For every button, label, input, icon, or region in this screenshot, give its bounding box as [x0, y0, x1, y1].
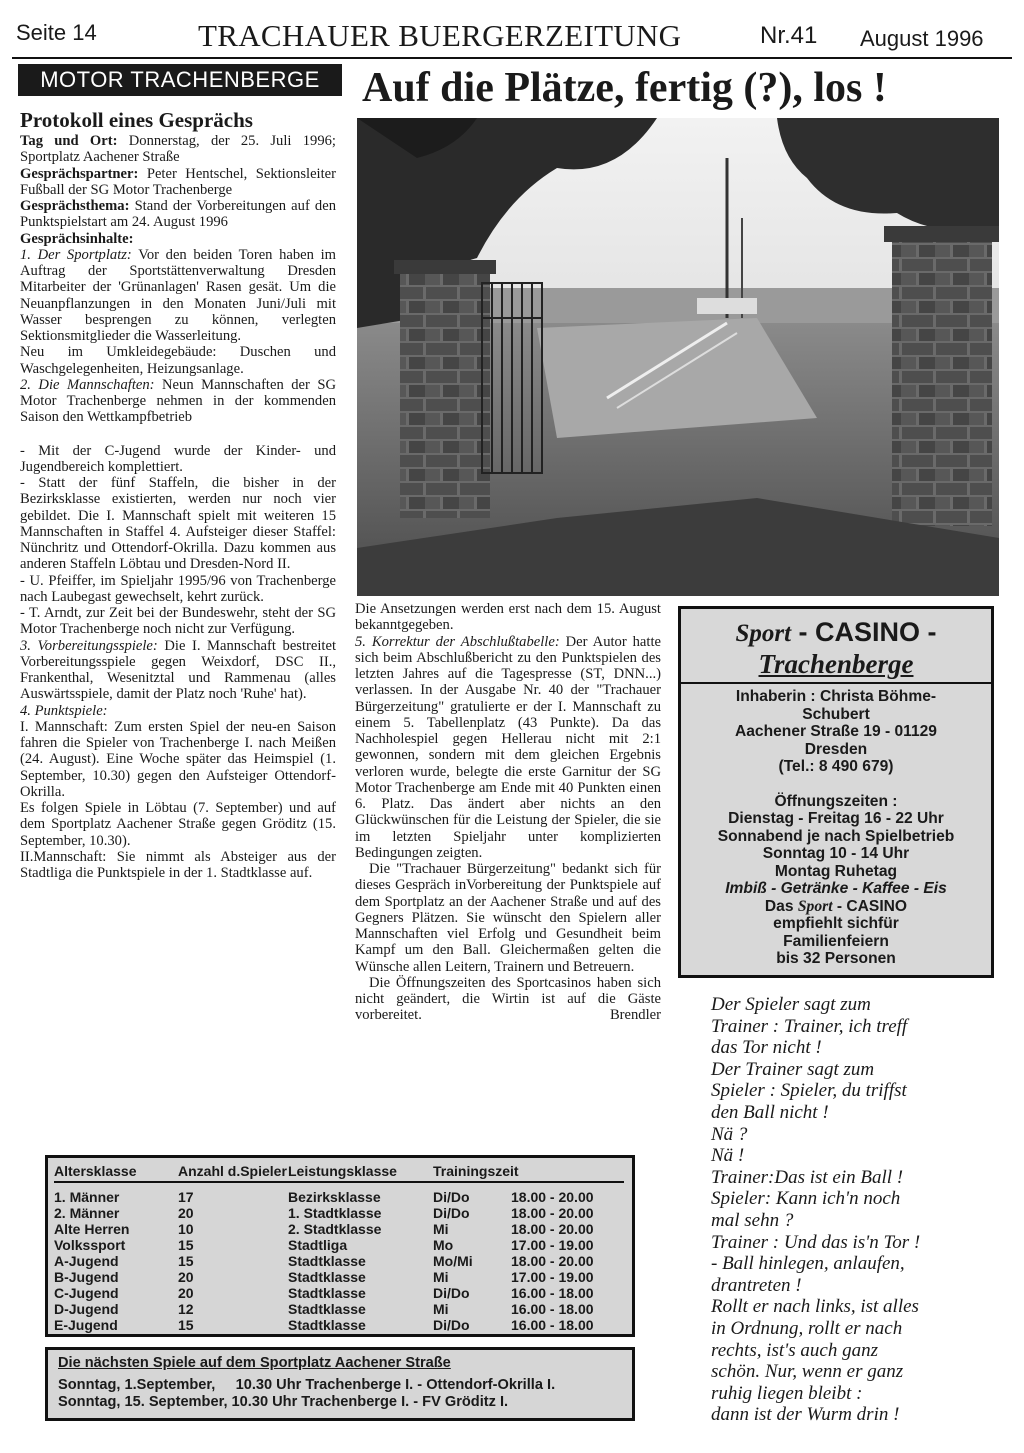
paragraph-ansetzungen: Die Ansetzungen werden erst nach dem 15. August bekanntgegeben.	[355, 601, 661, 634]
paragraph-korrektur: 5. Korrektur der Abschlußtabelle: Der Autor hatte sich beim Abschlußbericht zu den Punktspielen des letzten Jahres auf die Tagespresse (ST, DNN...) verlassen. In der Ausgabe Nr. 40 der "Trachauer Bürgerzeitung" gratulierte er der I. Mannschaft zu einem 5. Tabellenplatz (43 Punkte). Da das Nachholespiel gegen Hellerau nicht mit 2:1 gewonnen, sondern mit dem gleichen Ergebnis verloren wurde, belegte die erste Garnitur der SG Motor Trachenberge am Ende mit 40 Punkten einen 6. Platz. Das ändert aber nichts an den Glückwünschen für die Leistung der Spieler, die sie im letzten Spieljahr unter komplizierten Bedingungen zeigten.	[355, 633, 661, 861]
paragraph-vorbereitung: 3. Vorbereitungsspiele: Die I. Mannschaft bestreitet Vorbereitungsspiele gegen Weixdorf, DSC II., Frankenthal, Wesenitztal und Rammenau (alles Auswärtsspiele, damit der Platz noch 'Ruhe' hat).	[20, 637, 337, 703]
paragraph-folgespiele: Es folgen Spiele in Löbtau (7. September) und auf dem Sportplatz Aachener Straße gegen Gröditz (15. September, 10.30).	[20, 800, 336, 849]
meta-topic: Gesprächsthema: Stand der Vorbereitungen auf den Punktspielstart am 24. August 1996	[20, 198, 336, 231]
article-subtitle: Protokoll eines Gesprächs	[20, 108, 253, 132]
casino-promo-4: bis 32 Personen	[776, 950, 896, 967]
bullet-arndt: - T. Arndt, zur Zeit bei der Bundeswehr, steht der SG Motor Trachenberge noch nicht zur Verfügung.	[20, 605, 336, 638]
table-row: Alte Herren 10 2. Stadtklasse Mi 18.00 - 20.00	[54, 1221, 594, 1237]
paragraph-sportplatz: 1. Der Sportplatz: Vor den beiden Toren haben im Auftrag der Sportstättenverwaltung Dresden Mitarbeiter der 'Grünanlagen' Rasen gesät. Um die Neuanpflanzungen in den Monaten Juni/Juli mit Wasser besprengen zu können, verlegten Sektionsmitglieder die Wasserleitung.	[20, 246, 336, 344]
table-row: 1. Männer 17 Bezirksklasse Di/Do 18.00 - 20.00	[54, 1189, 594, 1205]
paragraph-mannschaften: 2. Die Mannschaften: Neun Mannschaften der SG Motor Trachenberge nehmen in der kommenden Saison den Wettkampfbetrieb	[20, 376, 336, 426]
casino-promo: Das Sport - CASINO	[764, 897, 908, 915]
section-banner: MOTOR TRACHENBERGE	[18, 64, 342, 96]
issue-date: August 1996	[860, 26, 984, 51]
table-row: E-Jugend 15 Stadtklasse Di/Do 16.00 - 18.00	[54, 1317, 594, 1333]
casino-promo-3: Familienfeiern	[783, 932, 889, 950]
casino-owner: Inhaberin : Christa Böhme-	[735, 688, 937, 705]
author-signature: Brendler	[609, 1007, 661, 1024]
paragraph-punktspiele: I. Mannschaft: Zum ersten Spiel der neu-en Saison fahren die Spieler von Trachenberge I. nach Meißen (24. August). Eine Woche später das Heimspiel (1. September, 10.30) gegen den Aufsteiger Ottendorf-Okrilla.	[20, 718, 336, 800]
meta-partner: Gesprächspartner: Peter Hentschel, Sektionsleiter Fußball der SG Motor Trachenberge	[20, 165, 336, 198]
table-row: 2. Männer 20 1. Stadtklasse Di/Do 18.00 - 20.00	[54, 1205, 594, 1221]
header-rule	[12, 57, 1012, 59]
paragraph-punktspiele-label: 4. Punktspiele:	[20, 702, 108, 719]
training-schedule-table	[45, 1155, 635, 1337]
next-games-title: Die nächsten Spiele auf dem Sportplatz Aachener Straße	[58, 1355, 451, 1371]
bullet-pfeiffer: - U. Pfeiffer, im Spieljahr 1995/96 von Trachenberge nach Laubegast gewechselt, kehrt zurück.	[20, 572, 336, 605]
casino-advertisement	[678, 606, 994, 978]
paragraph-dank: Die "Trachauer Bürgerzeitung" bedankt sich für dieses Gespräch inVorbereitung der Punktspiele auf dem Sportplatz an der Aachener Straße und auf des Gegners Plätzen. Sie wünscht den Spielern aller Mannschaften viel Erfolg und Gesundheit beim Kampf um den Ball. Gleichermaßen gelten die Wünsche allen Leitern, Trainern und Betreuern.	[355, 861, 661, 975]
table-row: Volkssport 15 Stadtliga Mo 17.00 - 19.00	[54, 1237, 594, 1253]
article-column-1	[20, 108, 336, 881]
headline: Auf die Plätze, fertig (?), los !	[362, 65, 887, 111]
table-row: C-Jugend 20 Stadtklasse Di/Do 16.00 - 18.00	[54, 1285, 594, 1301]
table-header-row: Altersklasse Anzahl d.Spieler Leistungsklasse Trainingszeit	[54, 1160, 624, 1182]
page-number: Seite 14	[16, 20, 97, 45]
casino-offer: Imbiß - Getränke - Kaffee - Eis	[725, 880, 947, 897]
meta-contents: Gesprächsinhalte:	[20, 230, 134, 247]
casino-divider	[681, 682, 991, 684]
football-joke: Der Spieler sagt zum Trainer : Trainer, ich treff das Tor nicht ! Der Trainer sagt zum Spieler : Spieler, du triffst den Ball nicht ! Nä ? Nä ! Trainer:Das ist ein Ball ! Spieler: Kann ich'n noch mal sehn ? Trainer : Und das is'n Tor ! - Ball hinlegen, anlaufen, drantreten ! Rollt er nach links, ist alles in Ordnung, rollt er nach rechts, ist's auch ganz schön. Nur, wenn er ganz ruhig liegen bleibt : dann ist der Wurm drin !	[711, 994, 921, 1426]
next-game-2: Sonntag, 15. September, 10.30 Uhr Trachenberge I. - FV Gröditz I.	[58, 1394, 509, 1410]
paragraph-umkleide: Neu im Umkleidegebäude: Duschen und Waschgelegenheiten, Heizungsanlage.	[20, 344, 336, 377]
issue-number: Nr.41	[760, 22, 818, 49]
article-column-2	[355, 601, 661, 1024]
casino-title: Sport - CASINO -	[735, 617, 937, 647]
paragraph-oeffnungszeiten: Die Öffnungszeiten des Sportcasinos haben sich nicht geändert, die Wirtin ist auf die Gäste vorbereitet. Brendler	[355, 974, 661, 1024]
bullet-staffeln: - Statt der fünf Staffeln, die bisher in der Bezirksklasse existierten, werden nur noch vier gebildet. Die I. Mannschaft spielt mit weiteren 15 Mannschaften in Staffel 4. Aufsteiger dieser Staffel: Nünchritz und Ottendorf-Okrilla. Dazu kommen aus anderen Staffeln Löbtau und Dresden-Nord II.	[20, 475, 336, 573]
next-game-1: Sonntag, 1.September, 10.30 Uhr Trachenberge I. - Ottendorf-Okrilla I.	[58, 1377, 556, 1393]
casino-promo-2: empfiehlt sichfür	[773, 915, 899, 932]
casino-hours-weekday: Dienstag - Freitag 16 - 22 Uhr	[728, 810, 944, 827]
table-row: B-Jugend 20 Stadtklasse Mi 17.00 - 19.00	[54, 1269, 594, 1285]
sportsground-gate-photo	[357, 118, 999, 596]
next-games-box	[45, 1347, 635, 1421]
casino-owner-cont: Schubert	[802, 705, 870, 723]
casino-city: Dresden	[804, 740, 868, 758]
table-row: D-Jugend 12 Stadtklasse Mi 16.00 - 18.00	[54, 1301, 594, 1317]
casino-subtitle: Trachenberge	[758, 649, 914, 679]
paragraph-zweite-mannschaft: II.Mannschaft: Sie nimmt als Absteiger aus der Stadtliga die Punktspiele in der 1. Stadtklasse auf.	[20, 848, 336, 881]
casino-hours-monday: Montag Ruhetag	[774, 862, 898, 880]
casino-hours-title: Öffnungszeiten :	[774, 792, 898, 810]
bullet-c-jugend: - Mit der C-Jugend wurde der Kinder- und Jugendbereich komplettiert.	[20, 442, 336, 475]
newspaper-title: TRACHAUER BUERGERZEITUNG	[198, 18, 682, 53]
casino-phone: (Tel.: 8 490 679)	[778, 758, 894, 775]
casino-address: Aachener Straße 19 - 01129	[735, 723, 937, 740]
casino-hours-saturday: Sonnabend je nach Spielbetrieb	[717, 827, 955, 845]
table-row: A-Jugend 15 Stadtklasse Mo/Mi 18.00 - 20.00	[54, 1253, 594, 1269]
casino-hours-sunday: Sonntag 10 - 14 Uhr	[762, 845, 910, 862]
meta-date-place: Tag und Ort: Donnerstag, der 25. Juli 1996; Sportplatz Aachener Straße	[20, 133, 336, 166]
